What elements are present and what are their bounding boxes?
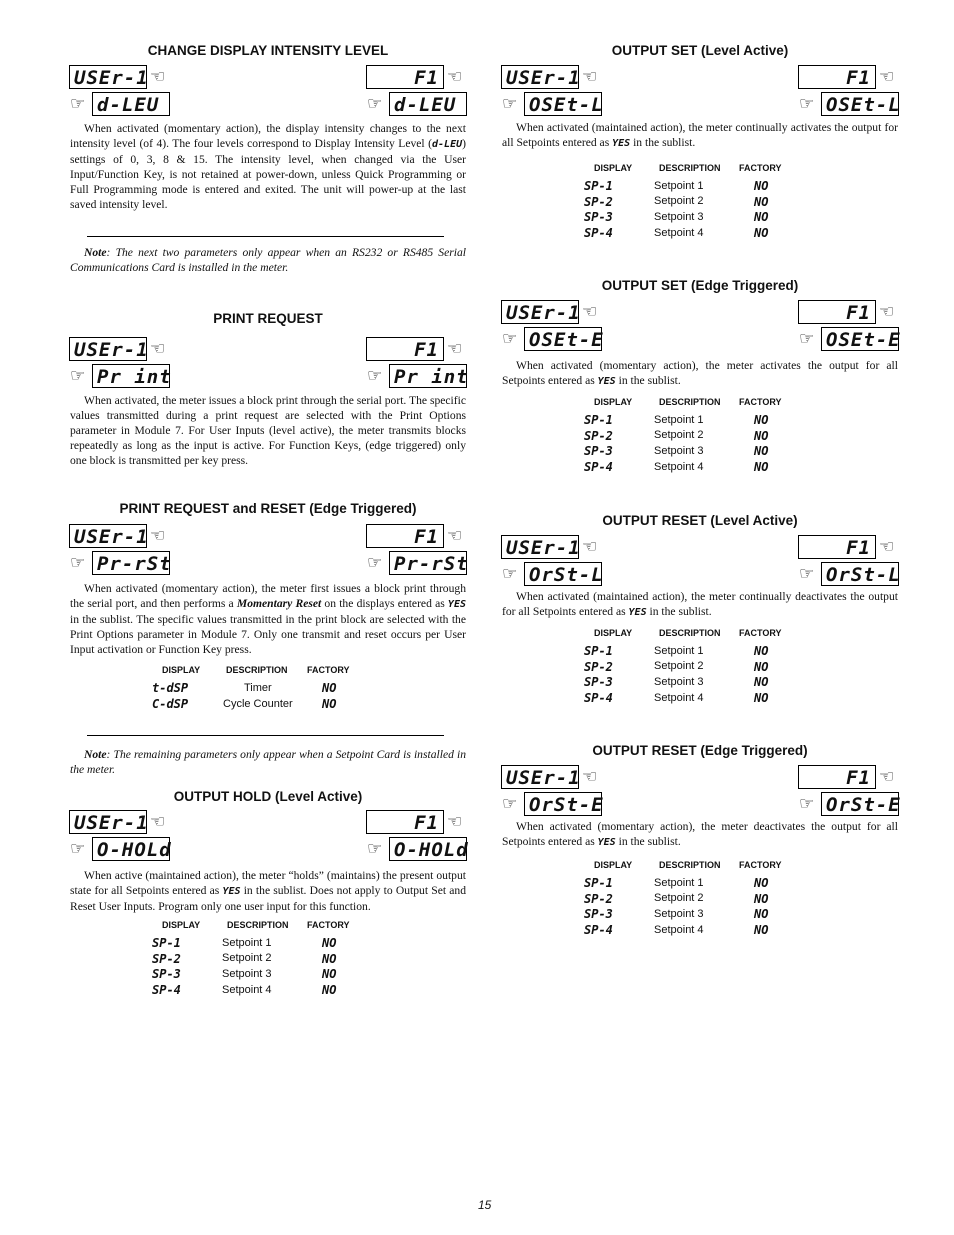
row-factory: NO [754, 429, 769, 443]
output-set-edge-description: When activated (momentary action), the meter activates the output for all Setpoints entered as YES in the sublist. [502, 359, 898, 387]
lcd-user-bottom: OSEt-E [524, 327, 602, 351]
divider [87, 236, 444, 237]
row-description: Cycle Counter [223, 698, 293, 710]
print-description: When activated, the meter issues a block print through the serial port. The specific values transmitted during a print request are selected with the Print Options parameter in Module 7. For User Inputs (level active), the meter transmits blocks repeatedly as long as the input is active. For Function Keys, (edge triggered) only one block is transmitted per key press. [70, 394, 466, 467]
row-display: SP-3 [584, 210, 613, 224]
row-factory: NO [322, 967, 337, 981]
col-header-display: DISPLAY [162, 665, 201, 675]
row-factory: NO [322, 697, 337, 711]
section-title-output-hold: OUTPUT HOLD (Level Active) [173, 789, 363, 804]
lcd-user-bottom: OSEt-L [524, 92, 602, 116]
lcd-user-bottom: Pr int [92, 364, 170, 388]
row-description: Setpoint 3 [654, 908, 704, 920]
row-description: Setpoint 1 [654, 645, 704, 657]
output-set-edge-table [572, 397, 812, 477]
col-header-display: DISPLAY [594, 860, 633, 870]
hand-pointer-icon: ☞ [502, 564, 518, 584]
intensity-description: When activated (momentary action), the display intensity changes to the next intensity level (of 4). The four levels correspond to Display Intensity Level (d-LEU) settings of 0, 3, 8 & 15. The intensity level, when changed via the User Input/Function Key, is not retained at power-down, unless Quick Programming or Full Programming mode is entered and exited. The unit will power-up at the last saved intensity level. [70, 122, 466, 211]
hand-pointer-icon: ☞ [367, 366, 383, 386]
lcd-fkey-bottom: O-HOLd [389, 837, 467, 861]
lcd-user-top: USEr-1 [69, 810, 147, 834]
section-title-output-reset-edge: OUTPUT RESET (Edge Triggered) [592, 743, 808, 758]
lcd-user-top: USEr-1 [69, 337, 147, 361]
col-header-display: DISPLAY [594, 628, 633, 638]
section-title-output-reset-level: OUTPUT RESET (Level Active) [602, 513, 798, 528]
row-description: Setpoint 4 [654, 924, 704, 936]
row-factory: NO [754, 644, 769, 658]
row-display: SP-1 [584, 644, 613, 658]
output-hold-table [140, 920, 380, 1000]
hand-pointer-icon: ☞ [70, 553, 86, 573]
lcd-fkey-top: F1 [798, 300, 876, 324]
lcd-fkey-bottom: Pr int [389, 364, 467, 388]
lcd-user-top: USEr-1 [501, 535, 579, 559]
row-factory: NO [754, 413, 769, 427]
lcd-fkey-top: F1 [798, 765, 876, 789]
hand-pointer-icon: ☞ [502, 794, 518, 814]
row-display: SP-4 [584, 226, 613, 240]
section-title-intensity: CHANGE DISPLAY INTENSITY LEVEL [147, 43, 389, 58]
hand-pointer-icon: ☜ [879, 302, 895, 322]
row-factory: NO [754, 444, 769, 458]
row-display: SP-2 [584, 429, 613, 443]
col-header-description: DESCRIPTION [226, 665, 288, 675]
setpoint-card-note: Note: The remaining parameters only appear when a Setpoint Card is installed in the meter. [70, 748, 466, 776]
lcd-user-bottom: O-HOLd [92, 837, 170, 861]
lcd-user-top: USEr-1 [69, 524, 147, 548]
lcd-fkey-bottom: OSEt-E [821, 327, 899, 351]
output-reset-level-description: When activated (maintained action), the meter continually deactivates the output for all Setpoints entered as YES in the sublist. [502, 590, 898, 618]
hand-pointer-icon: ☜ [879, 537, 895, 557]
lcd-user-top: USEr-1 [501, 765, 579, 789]
hand-pointer-icon: ☜ [582, 767, 598, 787]
lcd-fkey-top: F1 [798, 535, 876, 559]
row-factory: NO [754, 892, 769, 906]
hand-pointer-icon: ☜ [582, 302, 598, 322]
row-description: Setpoint 1 [654, 180, 704, 192]
row-description: Setpoint 1 [654, 414, 704, 426]
row-description: Setpoint 4 [222, 984, 272, 996]
row-description: Setpoint 3 [222, 968, 272, 980]
row-factory: NO [754, 195, 769, 209]
hand-pointer-icon: ☜ [150, 67, 166, 87]
row-factory: NO [754, 226, 769, 240]
row-display: SP-2 [584, 660, 613, 674]
section-title-print: PRINT REQUEST [213, 311, 323, 326]
row-description: Setpoint 2 [654, 429, 704, 441]
row-factory: NO [754, 179, 769, 193]
row-factory: NO [322, 952, 337, 966]
output-set-level-description: When activated (maintained action), the meter continually activates the output for all Setpoints entered as YES in the sublist. [502, 121, 898, 149]
hand-pointer-icon: ☞ [367, 94, 383, 114]
hand-pointer-icon: ☞ [70, 94, 86, 114]
row-display: C-dSP [152, 697, 189, 711]
hand-pointer-icon: ☜ [879, 767, 895, 787]
output-reset-edge-description: When activated (momentary action), the meter deactivates the output for all Setpoints entered as YES in the sublist. [502, 820, 898, 848]
lcd-fkey-top: F1 [798, 65, 876, 89]
row-factory: NO [754, 923, 769, 937]
lcd-user-top: USEr-1 [501, 65, 579, 89]
hand-pointer-icon: ☞ [367, 839, 383, 859]
divider [87, 735, 444, 736]
col-header-description: DESCRIPTION [659, 628, 721, 638]
col-header-description: DESCRIPTION [227, 920, 289, 930]
row-display: SP-2 [152, 952, 181, 966]
lcd-fkey-top: F1 [366, 65, 444, 89]
lcd-user-top: USEr-1 [501, 300, 579, 324]
row-display: SP-1 [584, 876, 613, 890]
row-display: SP-3 [584, 444, 613, 458]
section-title-output-set-level: OUTPUT SET (Level Active) [611, 43, 789, 58]
hand-pointer-icon: ☜ [582, 537, 598, 557]
page-number: 15 [478, 1198, 492, 1212]
lcd-fkey-bottom: OSEt-L [821, 92, 899, 116]
row-factory: NO [322, 936, 337, 950]
hand-pointer-icon: ☜ [447, 812, 463, 832]
output-reset-level-table [572, 628, 812, 708]
hand-pointer-icon: ☞ [70, 839, 86, 859]
row-display: t-dSP [152, 681, 189, 695]
col-header-display: DISPLAY [594, 163, 633, 173]
row-display: SP-4 [584, 691, 613, 705]
output-reset-edge-table [572, 860, 812, 940]
row-factory: NO [754, 907, 769, 921]
row-display: SP-2 [584, 195, 613, 209]
row-description: Setpoint 4 [654, 227, 704, 239]
hand-pointer-icon: ☞ [367, 553, 383, 573]
col-header-factory: FACTORY [739, 163, 782, 173]
col-header-factory: FACTORY [307, 920, 350, 930]
row-description: Setpoint 2 [222, 952, 272, 964]
output-hold-description: When active (maintained action), the meter “holds” (maintains) the present output state for all Setpoints entered as YES in the sublist. Does not apply to Output Set and Reset User Inputs. Program only one user input for this function. [70, 869, 466, 913]
print-reset-table [140, 665, 380, 715]
row-description: Setpoint 1 [222, 937, 272, 949]
row-description: Setpoint 2 [654, 892, 704, 904]
row-factory: NO [754, 876, 769, 890]
row-display: SP-4 [584, 460, 613, 474]
col-header-description: DESCRIPTION [659, 163, 721, 173]
hand-pointer-icon: ☜ [447, 526, 463, 546]
row-display: SP-1 [584, 413, 613, 427]
row-factory: NO [754, 675, 769, 689]
col-header-description: DESCRIPTION [659, 860, 721, 870]
col-header-factory: FACTORY [739, 397, 782, 407]
lcd-user-bottom: d-LEU [92, 92, 170, 116]
col-header-factory: FACTORY [739, 860, 782, 870]
row-factory: NO [754, 460, 769, 474]
output-set-level-table [572, 163, 812, 243]
section-title-print-reset: PRINT REQUEST and RESET (Edge Triggered) [119, 501, 417, 516]
lcd-fkey-top: F1 [366, 337, 444, 361]
row-description: Setpoint 3 [654, 445, 704, 457]
hand-pointer-icon: ☞ [799, 94, 815, 114]
lcd-fkey-bottom: Pr-rSt [389, 551, 467, 575]
row-display: SP-1 [584, 179, 613, 193]
hand-pointer-icon: ☞ [799, 564, 815, 584]
hand-pointer-icon: ☞ [502, 94, 518, 114]
section-title-output-set-edge: OUTPUT SET (Edge Triggered) [601, 278, 799, 293]
row-description: Setpoint 2 [654, 660, 704, 672]
hand-pointer-icon: ☜ [879, 67, 895, 87]
row-display: SP-2 [584, 892, 613, 906]
lcd-fkey-bottom: OrSt-L [821, 562, 899, 586]
row-display: SP-3 [152, 967, 181, 981]
hand-pointer-icon: ☜ [447, 339, 463, 359]
lcd-user-bottom: OrSt-E [524, 792, 602, 816]
serial-card-note: Note: The next two parameters only appear when an RS232 or RS485 Serial Communications Card is installed in the meter. [70, 246, 466, 274]
hand-pointer-icon: ☜ [447, 67, 463, 87]
row-factory: NO [322, 983, 337, 997]
hand-pointer-icon: ☜ [582, 67, 598, 87]
col-header-description: DESCRIPTION [659, 397, 721, 407]
print-reset-description: When activated (momentary action), the meter first issues a block print through the serial port, and then performs a Momentary Reset on the displays entered as YES in the sublist. The specific values transmitted in the print block are selected with the Print Options parameter in Module 7. Only one transmit and reset occurs per User Input activation or Function Key press. [70, 582, 466, 656]
hand-pointer-icon: ☞ [799, 794, 815, 814]
row-factory: NO [754, 660, 769, 674]
lcd-user-bottom: Pr-rSt [92, 551, 170, 575]
col-header-display: DISPLAY [162, 920, 201, 930]
col-header-factory: FACTORY [739, 628, 782, 638]
row-description: Setpoint 3 [654, 211, 704, 223]
row-description: Timer [244, 682, 272, 694]
row-description: Setpoint 4 [654, 461, 704, 473]
hand-pointer-icon: ☞ [799, 329, 815, 349]
row-description: Setpoint 3 [654, 676, 704, 688]
lcd-fkey-top: F1 [366, 810, 444, 834]
row-display: SP-3 [584, 675, 613, 689]
lcd-fkey-bottom: d-LEU [389, 92, 467, 116]
col-header-display: DISPLAY [594, 397, 633, 407]
row-display: SP-3 [584, 907, 613, 921]
lcd-user-bottom: OrSt-L [524, 562, 602, 586]
row-description: Setpoint 1 [654, 877, 704, 889]
lcd-fkey-bottom: OrSt-E [821, 792, 899, 816]
row-description: Setpoint 2 [654, 195, 704, 207]
row-factory: NO [754, 210, 769, 224]
hand-pointer-icon: ☞ [70, 366, 86, 386]
lcd-user-top: USEr-1 [69, 65, 147, 89]
row-factory: NO [322, 681, 337, 695]
row-description: Setpoint 4 [654, 692, 704, 704]
row-display: SP-4 [584, 923, 613, 937]
row-factory: NO [754, 691, 769, 705]
hand-pointer-icon: ☞ [502, 329, 518, 349]
hand-pointer-icon: ☜ [150, 339, 166, 359]
row-display: SP-1 [152, 936, 181, 950]
hand-pointer-icon: ☜ [150, 526, 166, 546]
hand-pointer-icon: ☜ [150, 812, 166, 832]
col-header-factory: FACTORY [307, 665, 350, 675]
row-display: SP-4 [152, 983, 181, 997]
lcd-fkey-top: F1 [366, 524, 444, 548]
